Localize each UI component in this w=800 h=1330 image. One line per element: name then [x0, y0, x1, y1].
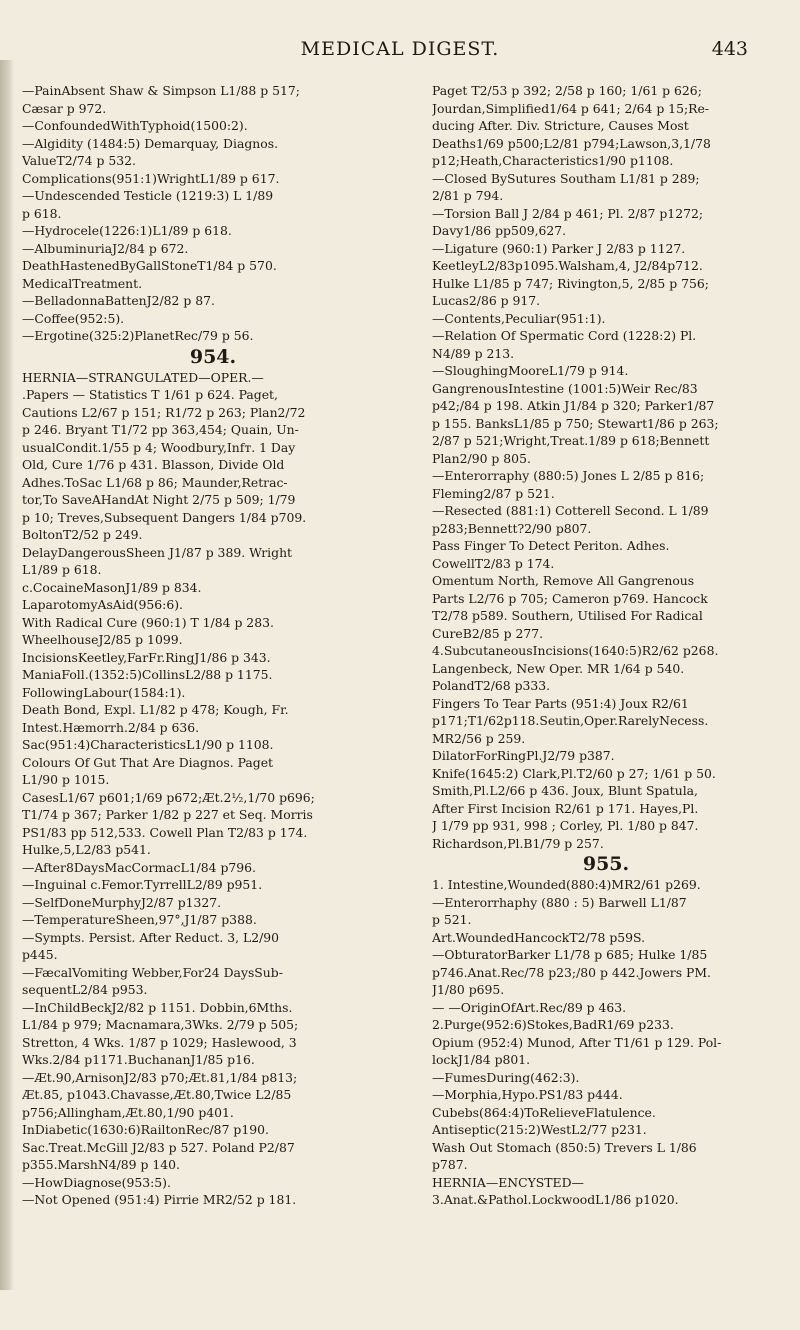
index-line: —Morphia,Hypo.PS1/83 p444.: [432, 1087, 623, 1102]
index-line: Wks.2/84 p1171.BuchananJ1/85 p16.: [22, 1052, 255, 1067]
section-number: 955.: [582, 853, 630, 875]
index-line: p445.: [22, 947, 58, 962]
index-line: —Æt.90,ArnisonJ2/83 p70;Æt.81,1/84 p813;: [22, 1069, 298, 1085]
running-header: [0, 38, 800, 68]
right-column: [432, 82, 780, 1209]
index-line: MR2/56 p 259.: [432, 730, 526, 746]
index-line: Death Bond, Expl. L1/82 p 478; Kough, Fr.: [22, 702, 289, 717]
index-line: Cautions L2/67 p 151; R1/72 p 263; Plan2/72: [22, 404, 306, 420]
index-line: InDiabetic(1630:6)RailtonRec/87 p190.: [22, 1122, 269, 1137]
index-line: ManiaFoll.(1352:5)CollinsL2/88 p 1175.: [22, 667, 273, 682]
index-line: Sac(951:4)CharacteristicsL1/90 p 1108.: [22, 737, 274, 752]
index-line: CowellT2/83 p 174.: [432, 555, 555, 571]
index-line: p 246. Bryant T1/72 pp 363,454; Quain, Un-: [22, 422, 299, 437]
index-line: HERNIA—ENCYSTED—: [432, 1174, 584, 1190]
index-line: Davy1/86 pp509,627.: [432, 223, 567, 238]
index-line: —SloughingMooreL1/79 p 914.: [432, 363, 629, 378]
index-line: Intest.Hæmorrh.2/84 p 636.: [22, 719, 200, 735]
index-line: —Sympts. Persist. After Reduct. 3, L2/90: [22, 929, 280, 945]
index-line: ducing After. Div. Stricture, Causes Most: [432, 118, 689, 133]
index-line: IncisionsKeetley,FarFr.RingJ1/86 p 343.: [22, 649, 271, 665]
index-line: —Hydrocele(1226:1)L1/89 p 618.: [22, 223, 232, 238]
index-line: p12;Heath,Characteristics1/90 p1108.: [432, 153, 674, 168]
index-line: Plan2/90 p 805.: [432, 450, 531, 466]
index-line: Richardson,Pl.B1/79 p 257.: [432, 835, 604, 851]
index-line: PS1/83 pp 512,533. Cowell Plan T2/83 p 174.: [22, 824, 308, 840]
index-line: —Ergotine(325:2)PlanetRec/79 p 56.: [22, 328, 254, 343]
index-line: HERNIA—STRANGULATED—OPER.—: [22, 369, 264, 385]
index-line: —FumesDuring(462:3).: [432, 1069, 580, 1085]
index-line: —HowDiagnose(953:5).: [22, 1174, 171, 1190]
index-line: —Ligature (960:1) Parker J 2/83 p 1127.: [432, 240, 686, 256]
index-line: Antiseptic(215:2)WestL2/77 p231.: [432, 1122, 647, 1137]
index-line: 3.Anat.&Pathol.LockwoodL1/86 p1020.: [432, 1192, 679, 1207]
index-line: Deaths1/69 p500;L2/81 p794;Lawson,3,1/78: [432, 135, 711, 151]
index-line: —BelladonnaBattenJ2/82 p 87.: [22, 293, 215, 308]
index-line: — —OriginOfArt.Rec/89 p 463.: [432, 999, 627, 1015]
index-line: —ConfoundedWithTyphoid(1500:2).: [22, 118, 248, 133]
index-line: —ObturatorBarker L1/78 p 685; Hulke 1/85: [432, 947, 708, 962]
index-line: J1/80 p695.: [432, 982, 505, 997]
index-line: Lucas2/86 p 917.: [432, 293, 541, 308]
index-line: J 1/79 pp 931, 998 ; Corley, Pl. 1/80 p 847.: [432, 818, 699, 833]
index-line: Paget T2/53 p 392; 2/58 p 160; 1/61 p 626;: [432, 83, 702, 98]
index-line: Sac.Treat.McGill J2/83 p 527. Poland P2/87: [22, 1139, 295, 1155]
index-line: Langenbeck, New Oper. MR 1/64 p 540.: [432, 660, 685, 676]
index-line: LaparotomyAsAid(956:6).: [22, 597, 183, 612]
index-line: Omentum North, Remove All Gangrenous: [432, 573, 695, 588]
section-number: 954.: [189, 345, 237, 368]
index-line: Cubebs(864:4)ToRelieveFlatulence.: [432, 1104, 656, 1120]
index-line: KeetleyL2/83p1095.Walsham,4, J2/84p712.: [432, 258, 703, 273]
index-line: Jourdan,Simplified1/64 p 641; 2/64 p 15;Re-: [432, 100, 709, 116]
index-line: Colours Of Gut That Are Diagnos. Paget: [22, 754, 274, 770]
index-line: —Coffee(952:5).: [22, 310, 125, 326]
index-line: —Inguinal c.Femor.TyrrellL2/89 p951.: [22, 877, 263, 892]
index-line: Complications(951:1)WrightL1/89 p 617.: [22, 170, 280, 186]
index-line: Cæsar p 972.: [22, 100, 107, 116]
index-line: T2/78 p589. Southern, Utilised For Radical: [432, 608, 703, 623]
index-line: —FæcalVomiting Webber,For24 DaysSub-: [22, 964, 283, 980]
index-line: Pass Finger To Detect Periton. Adhes.: [432, 538, 670, 553]
index-line: —Closed BySutures Southam L1/81 p 289;: [432, 170, 700, 186]
index-line: —Undescended Testicle (1219:3) L 1/89: [22, 188, 274, 203]
index-line: —Resected (881:1) Cotterell Second. L 1/89: [432, 503, 709, 518]
index-line: —Enterorraphy (880:5) Jones L 2/85 p 816;: [432, 468, 705, 483]
index-line: Hulke L1/85 p 747; Rivington,5, 2/85 p 756;: [432, 275, 709, 291]
index-line: p283;Bennett?2/90 p807.: [432, 520, 592, 536]
index-line: With Radical Cure (960:1) T 1/84 p 283.: [22, 614, 274, 630]
index-line: Smith,Pl.L2/66 p 436. Joux, Blunt Spatula,: [432, 783, 698, 798]
index-line: —Algidity (1484:5) Demarquay, Diagnos.: [22, 135, 279, 151]
index-line: T1/74 p 367; Parker 1/82 p 227 et Seq. Morris: [22, 807, 313, 822]
page-binding-shadow: [0, 60, 14, 1290]
index-line: p787.: [432, 1157, 468, 1172]
index-line: N4/89 p 213.: [432, 345, 515, 361]
index-line: 2/81 p 794.: [432, 188, 504, 203]
index-line: DelayDangerousSheen J1/87 p 389. Wright: [22, 544, 293, 560]
index-line: —Contents,Peculiar(951:1).: [432, 310, 606, 326]
index-line: —Relation Of Spermatic Cord (1228:2) Pl.: [432, 328, 697, 343]
index-line: —Not Opened (951:4) Pirrie MR2/52 p 181.: [22, 1192, 297, 1207]
index-line: p355.MarshN4/89 p 140.: [22, 1157, 180, 1172]
index-line: Wash Out Stomach (850:5) Trevers L 1/86: [432, 1139, 697, 1155]
index-line: usualCondit.1/55 p 4; Woodbury,Infт. 1 Day: [22, 439, 296, 455]
index-line: Fingers To Tear Parts (951:4) Joux R2/61: [432, 695, 689, 711]
index-line: L1/84 p 979; Macnamara,3Wks. 2/79 p 505;: [22, 1017, 299, 1032]
index-line: p 10; Treves,Subsequent Dangers 1/84 p709.: [22, 509, 307, 525]
index-line: lockJ1/84 p801.: [432, 1052, 531, 1067]
index-line: Knife(1645:2) Clark,Pl.T2/60 p 27; 1/61 p 50.: [432, 765, 716, 781]
index-line: —SelfDoneMurphyJ2/87 p1327.: [22, 894, 222, 910]
index-line: Opium (952:4) Munod, After T1/61 p 129. Pol-: [432, 1034, 722, 1050]
index-line: Parts L2/76 p 705; Cameron p769. Hancock: [432, 590, 708, 606]
index-line: 1. Intestine,Wounded(880:4)MR2/61 p269.: [432, 877, 701, 892]
index-line: sequentL2/84 p953.: [22, 982, 148, 997]
index-line: Art.WoundedHancockT2/78 p59S.: [432, 929, 646, 945]
index-line: DeathHastenedByGallStoneT1/84 p 570.: [22, 258, 277, 273]
index-line: L1/90 p 1015.: [22, 772, 110, 787]
running-title: MEDICAL DIGEST.: [300, 38, 500, 60]
index-line: —Enterorrhaphy (880 : 5) Barwell L1/87: [432, 894, 687, 910]
index-line: —InChildBeckJ2/82 p 1151. Dobbin,6Mths.: [22, 999, 293, 1015]
index-line: —TemperatureSheen,97°,J1/87 p388.: [22, 912, 257, 927]
index-line: —PainAbsent Shaw & Simpson L1/88 p 517;: [22, 83, 300, 98]
index-line: FollowingLabour(1584:1).: [22, 684, 186, 700]
index-line: WheelhouseJ2/85 p 1099.: [22, 632, 183, 647]
index-line: p746.Anat.Rec/78 p23;/80 p 442.Jowers PM.: [432, 964, 711, 980]
index-line: —After8DaysMacCormacL1/84 p796.: [22, 859, 256, 875]
index-line: 2/87 p 521;Wright,Treat.1/89 p 618;Bennett: [432, 433, 710, 448]
index-line: p 618.: [22, 205, 62, 221]
left-column: [22, 82, 404, 1209]
index-line: CureB2/85 p 277.: [432, 625, 544, 641]
page-number: 443: [711, 38, 748, 60]
index-line: DilatorForRingPl.J2/79 p387.: [432, 748, 615, 763]
index-line: Fleming2/87 p 521.: [432, 485, 555, 501]
index-line: p171;T1/62p118.Seutin,Oper.RarelyNecess.: [432, 713, 709, 728]
index-line: MedicalTreatment.: [22, 275, 143, 291]
index-line: Stretton, 4 Wks. 1/87 p 1029; Haslewood, 3: [22, 1034, 297, 1050]
index-line: ValueT2/74 p 532.: [22, 153, 136, 168]
index-line: After First Incision R2/61 p 171. Hayes,Pl.: [432, 800, 699, 816]
index-line: BoltonT2/52 p 249.: [22, 527, 143, 542]
index-line: 4.SubcutaneousIncisions(1640:5)R2/62 p268.: [432, 643, 719, 658]
index-line: c.CocaineMasonJ1/89 p 834.: [22, 579, 202, 595]
index-line: —AlbuminuriaJ2/84 p 672.: [22, 240, 189, 256]
index-line: PolandT2/68 p333.: [432, 678, 551, 693]
index-line: L1/89 p 618.: [22, 562, 102, 577]
index-line: CasesL1/67 p601;1/69 p672;Æt.2½,1/70 p696;: [22, 789, 315, 805]
index-line: 2.Purge(952:6)Stokes,BadR1/69 p233.: [432, 1017, 674, 1032]
index-line: p 155. BanksL1/85 p 750; Stewart1/86 p 263;: [432, 415, 719, 431]
index-line: GangrenousIntestine (1001:5)Weir Rec/83: [432, 380, 698, 396]
index-line: Æt.85, p1043.Chavasse,Æt.80,Twice L2/85: [22, 1087, 292, 1102]
index-line: Old, Cure 1/76 p 431. Blasson, Divide Old: [22, 457, 285, 472]
index-line: p42;/84 p 198. Atkin J1/84 p 320; Parker1/87: [432, 398, 715, 413]
index-line: —Torsion Ball J 2/84 p 461; Pl. 2/87 p1272;: [432, 205, 704, 221]
index-line: tor,To SaveAHandAt Night 2/75 p 509; 1/79: [22, 492, 296, 507]
index-line: Adhes.ToSac L1/68 p 86; Maunder,Retrac-: [22, 474, 288, 490]
index-line: p756;Allingham,Æt.80,1/90 p401.: [22, 1104, 234, 1120]
index-line: .Papers — Statistics T 1/61 p 624. Paget,: [22, 387, 278, 402]
index-line: p 521.: [432, 912, 472, 927]
index-line: Hulke,5,L2/83 p541.: [22, 842, 151, 857]
